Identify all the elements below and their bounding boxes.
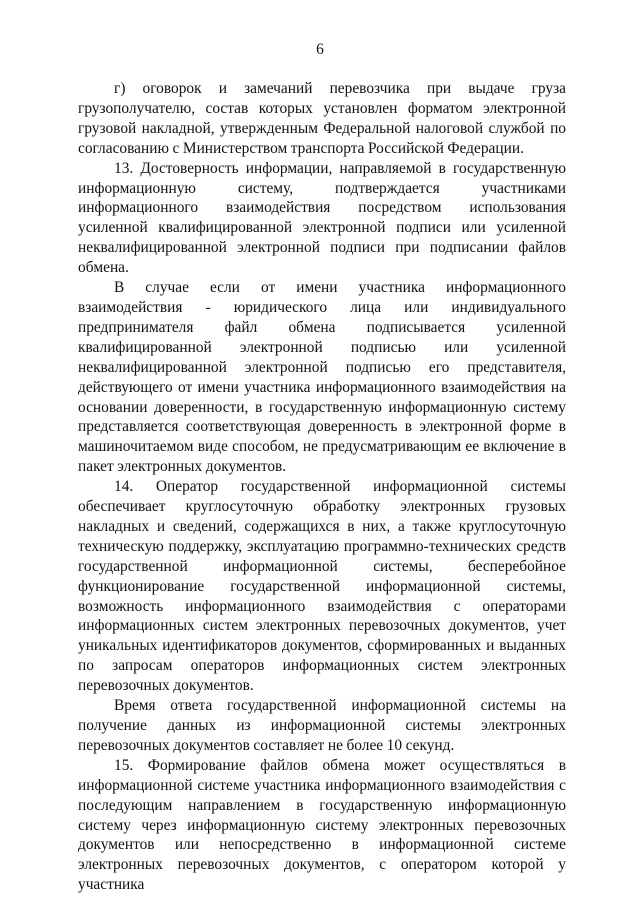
document-body (78, 79, 566, 895)
paragraph-14-operator: 14. Оператор государственной информационной системы обеспечивает круглосуточную обработку электронных грузовых накладных и сведений, содержащихся в них, а также круглосуточную техническую поддержку, эксплуатацию программно-технических средств государственной информационной системы, бесперебойное функционирование государственной информационной системы, возможность информационного взаимодействия с операторами информационных систем электронных перевозочных документов, учет уникальных идентификаторов документов, сформированных и выданных по запросам операторов информационных систем электронных перевозочных документов. (78, 478, 566, 695)
paragraph-response-time: Время ответа государственной информационной системы на получение данных из информационной системы электронных перевозочных документов составляет не более 10 секунд. (78, 697, 566, 754)
paragraph-power-of-attorney: В случае если от имени участника информационного взаимодействия - юридического лица или индивидуального предпринимателя файл обмена подписывается усиленной квалифицированной электронной подписью или усиленной неквалифицированной электронной подписью его представителя, действующего от имени участника информационного взаимодействия на основании доверенности, в государственную информационную систему представляется соответствующая доверенность в электронной форме в машиночитаемом виде способом, не предусматривающим ее включение в пакет электронных документов. (78, 279, 566, 476)
page-number: 6 (316, 41, 324, 58)
paragraph-item-g-remarks: г) оговорок и замечаний перевозчика при выдаче груза грузополучателю, состав которых установлен форматом электронной грузовой накладной, утвержденным Федеральной налоговой службой по согласованию с Министерством транспорта Российской Федерации. (78, 80, 566, 157)
paragraph-13-reliability: 13. Достоверность информации, направляемой в государственную информационную систему, подтверждается участниками информационного взаимодействия посредством использования усиленной квалифицированной электронной подписи или усиленной неквалифицированной электронной подписи при подписании файлов обмена. (78, 159, 566, 277)
paragraph-15-exchange-files: 15. Формирование файлов обмена может осуществляться в информационной системе участника информационного взаимодействия с последующим направлением в государственную информационную систему через информационную систему электронных перевозочных документов или непосредственно в информационной системе электронных перевозочных документов, с оператором которой у участника (78, 756, 566, 894)
